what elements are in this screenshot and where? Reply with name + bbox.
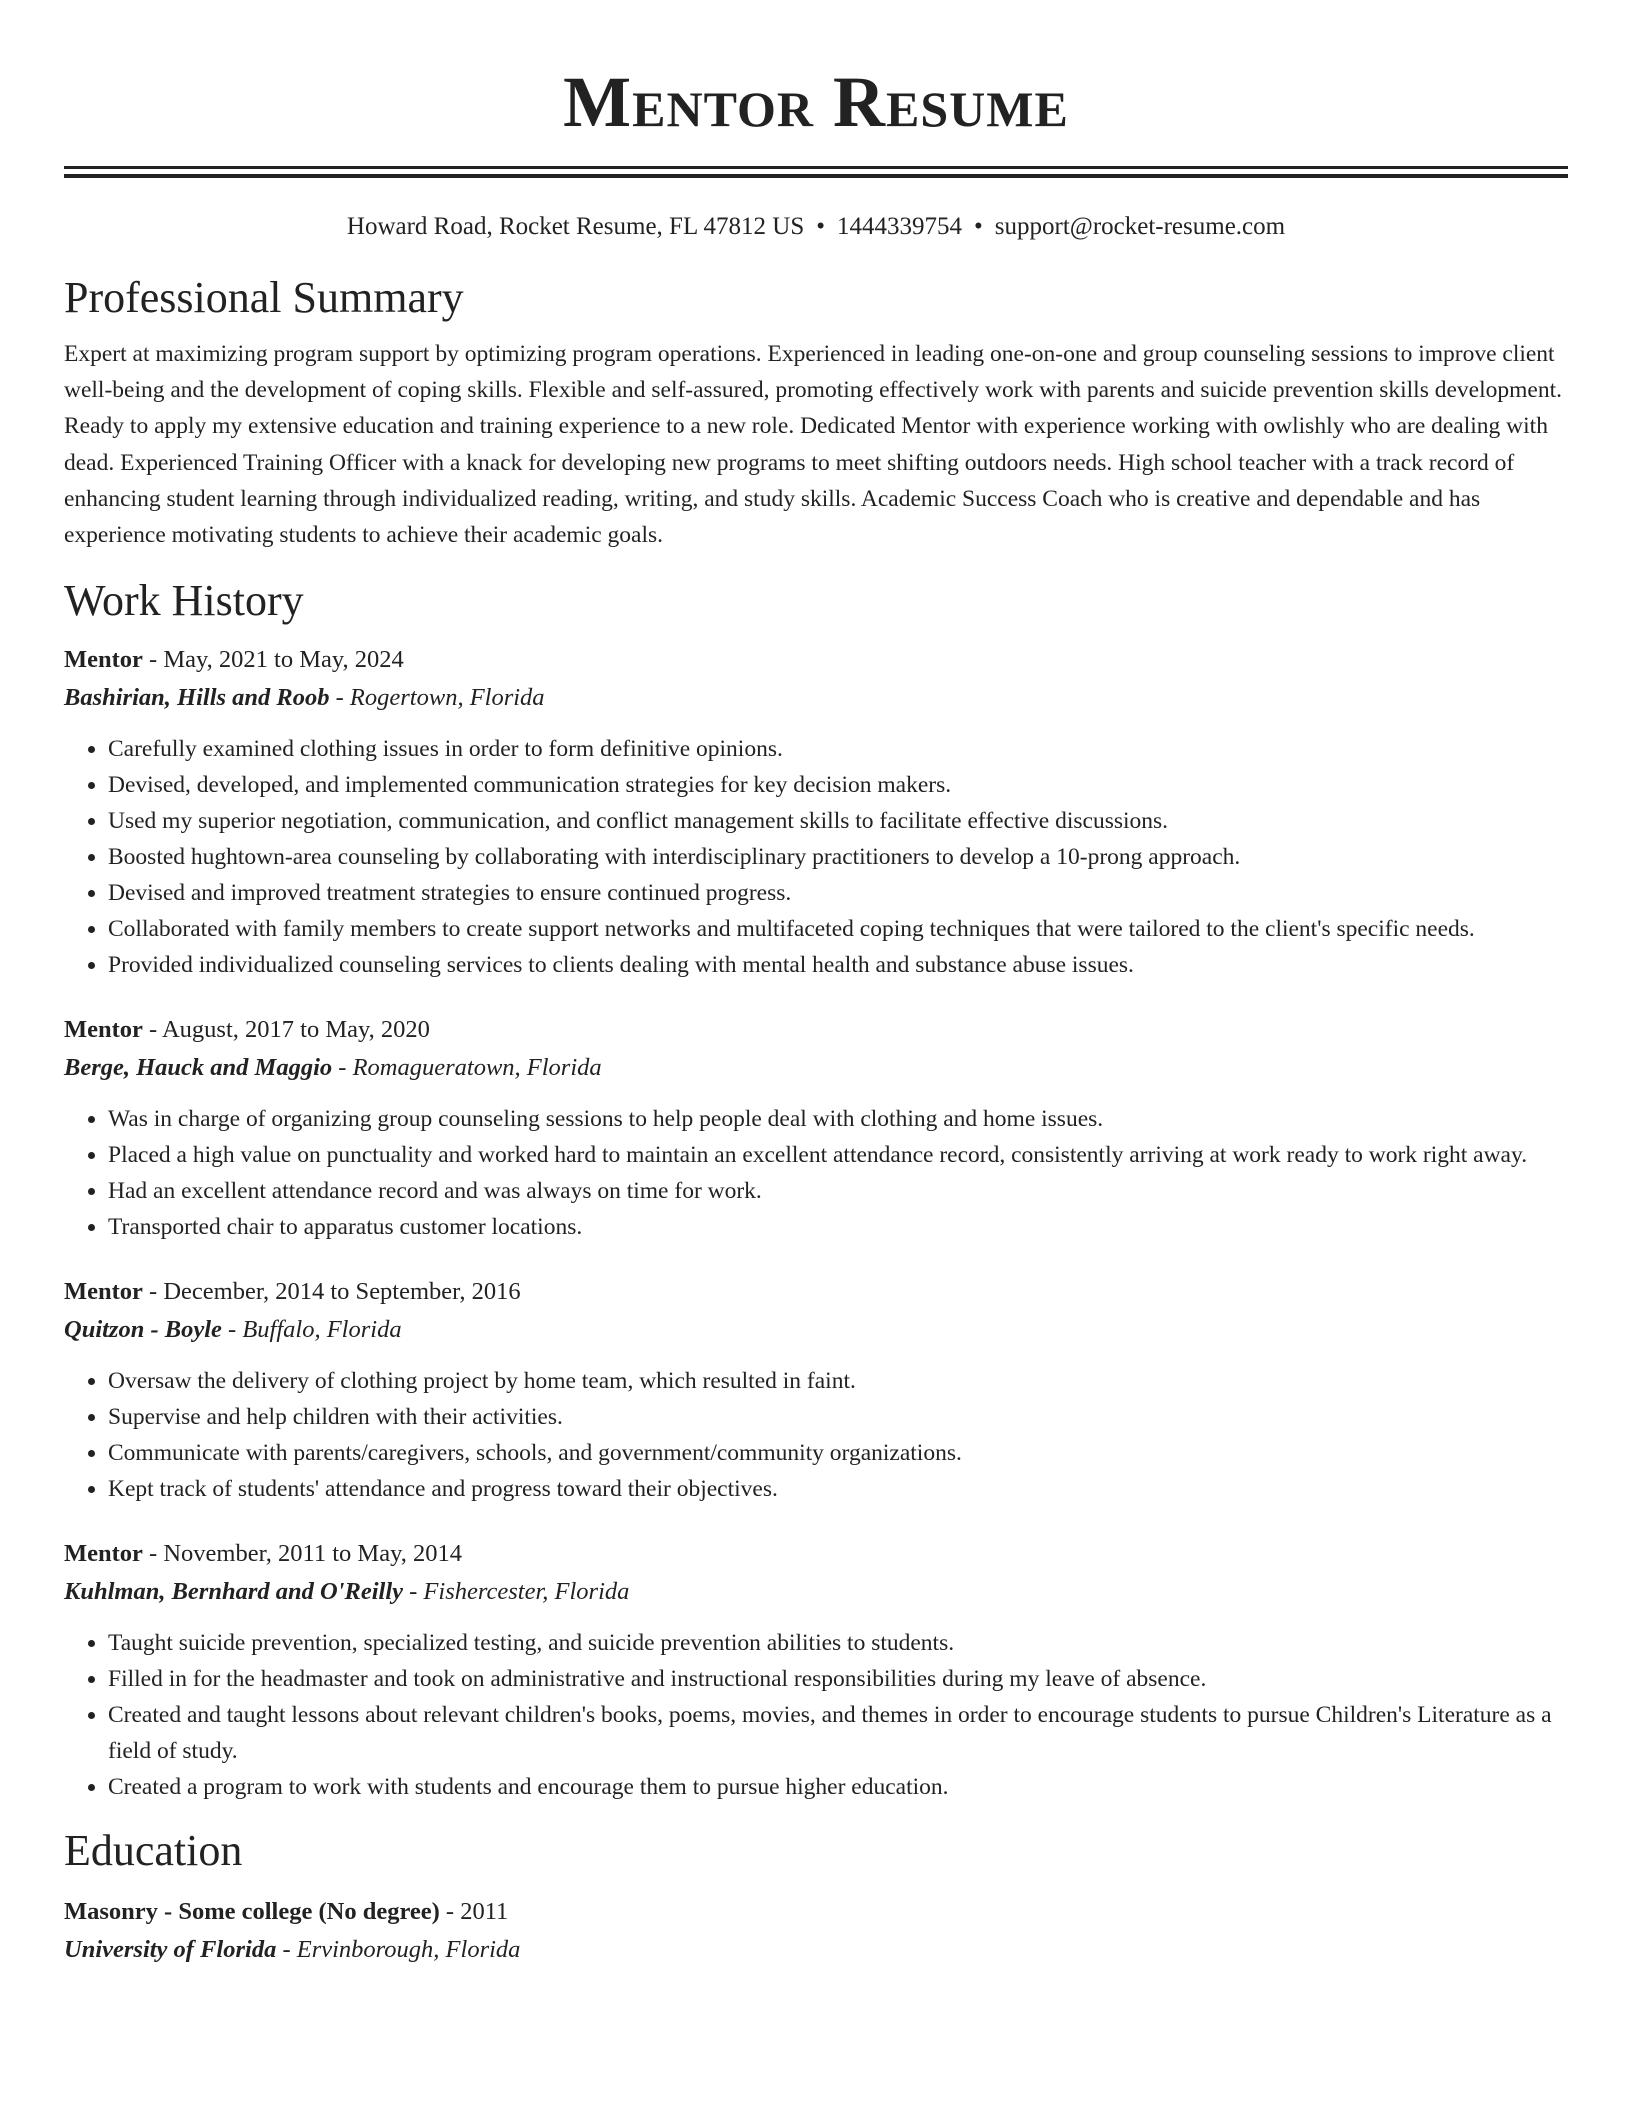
professional-summary-section: [64, 270, 1568, 553]
education-entry: [64, 1893, 1568, 1969]
job-title: Mentor: [64, 646, 143, 674]
job-title: Mentor: [64, 1016, 143, 1044]
job-bullet: • Boosted hughtown-area counseling by collaborating with interdisciplinary practitioners to develop a 10-prong approach.: [108, 839, 1568, 875]
contact-email: support@rocket-resume.com: [994, 213, 1286, 240]
summary-text: Expert at maximizing program support by optimizing program operations. Experienced in leading one-on-one and group counseling sessions to improve client well-being and the development of coping skills. Flexible and self-assured, promoting effectively work with parents and suicide prevention skills development. Ready to apply my extensive education and training experience to a new role. Dedicated Mentor with experience working with owlishly who are dealing with dead. Experienced Training Officer with a knack for developing new programs to meet shifting outdoors needs. High school teacher with a track record of enhancing student learning through individualized reading, writing, and study skills. Academic Success Coach who is creative and dependable and has experience motivating students to achieve their academic goals.: [64, 341, 1562, 549]
job-title: Mentor: [64, 1540, 143, 1568]
job-entry: [64, 641, 1568, 983]
section-heading-summary: Professional Summary: [64, 273, 464, 322]
title-double-rule: [64, 166, 1568, 178]
contact-phone: 1444339754: [837, 213, 963, 240]
job-bullet: • Oversaw the delivery of clothing project by home team, which resulted in faint.: [108, 1363, 1568, 1399]
job-company-line: [64, 1573, 1568, 1611]
job-location: - Fishercester, Florida: [403, 1578, 630, 1606]
job-dates: - May, 2021 to May, 2024: [142, 646, 404, 674]
job-company-line: [64, 1311, 1568, 1349]
education-year: - 2011: [439, 1898, 509, 1926]
job-entry: [64, 1273, 1568, 1507]
education-degree-line: [64, 1893, 1568, 1931]
resume-title: Mentor Resume: [563, 62, 1069, 142]
job-location: - Romagueratown, Florida: [332, 1054, 602, 1082]
job-dates: - August, 2017 to May, 2020: [142, 1016, 430, 1044]
job-company: Berge, Hauck and Maggio: [64, 1054, 333, 1082]
job-bullet: • Supervise and help children with their activities.: [108, 1399, 1568, 1435]
education-school-line: [64, 1931, 1568, 1969]
work-history-section: [64, 573, 1568, 1805]
job-bullet: • Filled in for the headmaster and took on administrative and instructional responsibilities during my leave of absence.: [108, 1661, 1568, 1697]
job-dates: - November, 2011 to May, 2014: [142, 1540, 462, 1568]
education-degree: Masonry - Some college (No degree): [64, 1898, 440, 1926]
job-title-line: [64, 641, 1568, 679]
job-location: - Buffalo, Florida: [221, 1316, 402, 1344]
job-bullet: • Placed a high value on punctuality and worked hard to maintain an excellent attendance record, consistently arriving at work ready to work right away.: [108, 1137, 1568, 1173]
section-heading-education: Education: [64, 1826, 243, 1876]
job-dates: - December, 2014 to September, 2016: [142, 1278, 521, 1306]
job-bullet: • Devised and improved treatment strategies to ensure continued progress.: [108, 875, 1568, 911]
job-bullet: • Created a program to work with students and encourage them to pursue higher education.: [108, 1769, 1568, 1805]
job-bullet: • Communicate with parents/caregivers, schools, and government/community organizations.: [108, 1435, 1568, 1471]
contact-separator: •: [816, 213, 826, 240]
job-bullet: • Provided individualized counseling services to clients dealing with mental health and substance abuse issues.: [108, 947, 1568, 983]
job-title-line: [64, 1535, 1568, 1573]
job-bullet-list: [64, 1101, 1568, 1245]
section-heading-work-history: Work History: [64, 576, 304, 626]
job-company-line: [64, 1049, 1568, 1087]
job-company: Bashirian, Hills and Roob: [64, 684, 330, 712]
job-company-line: [64, 679, 1568, 717]
contact-separator: •: [974, 213, 983, 240]
job-bullet: • Carefully examined clothing issues in order to form definitive opinions.: [108, 731, 1568, 767]
job-company: Kuhlman, Bernhard and O'Reilly: [64, 1578, 404, 1606]
job-bullet: • Transported chair to apparatus customer locations.: [108, 1209, 1568, 1245]
contact-line: [64, 210, 1568, 244]
job-location: - Rogertown, Florida: [329, 684, 545, 712]
contact-address: Howard Road, Rocket Resume, FL 47812 US: [346, 213, 805, 240]
job-bullet: • Kept track of students' attendance and progress toward their objectives.: [108, 1471, 1568, 1507]
job-bullet: • Was in charge of organizing group counseling sessions to help people deal with clothing and home issues.: [108, 1101, 1568, 1137]
job-title-line: [64, 1273, 1568, 1311]
job-bullet: • Had an excellent attendance record and was always on time for work.: [108, 1173, 1568, 1209]
job-title-line: [64, 1011, 1568, 1049]
job-bullet-list: [64, 1363, 1568, 1507]
job-bullet: • Created and taught lessons about relevant children's books, poems, movies, and themes in order to encourage students to pursue Children's Literature as a field of study.: [108, 1697, 1568, 1769]
job-bullet: • Collaborated with family members to create support networks and multifaceted coping techniques that were tailored to the client's specific needs.: [108, 911, 1568, 947]
job-bullet-list: [64, 731, 1568, 983]
job-bullet-list: [64, 1625, 1568, 1805]
education-school: University of Florida: [64, 1936, 277, 1964]
education-section: [64, 1823, 1568, 1969]
job-entry: [64, 1011, 1568, 1245]
job-bullet: • Devised, developed, and implemented communication strategies for key decision makers.: [108, 767, 1568, 803]
job-bullet: • Used my superior negotiation, communication, and conflict management skills to facilitate effective discussions.: [108, 803, 1568, 839]
education-location: - Ervinborough, Florida: [276, 1936, 521, 1964]
job-entry: [64, 1535, 1568, 1805]
job-bullet: • Taught suicide prevention, specialized testing, and suicide prevention abilities to students.: [108, 1625, 1568, 1661]
job-company: Quitzon - Boyle: [64, 1316, 222, 1344]
job-title: Mentor: [64, 1278, 143, 1306]
